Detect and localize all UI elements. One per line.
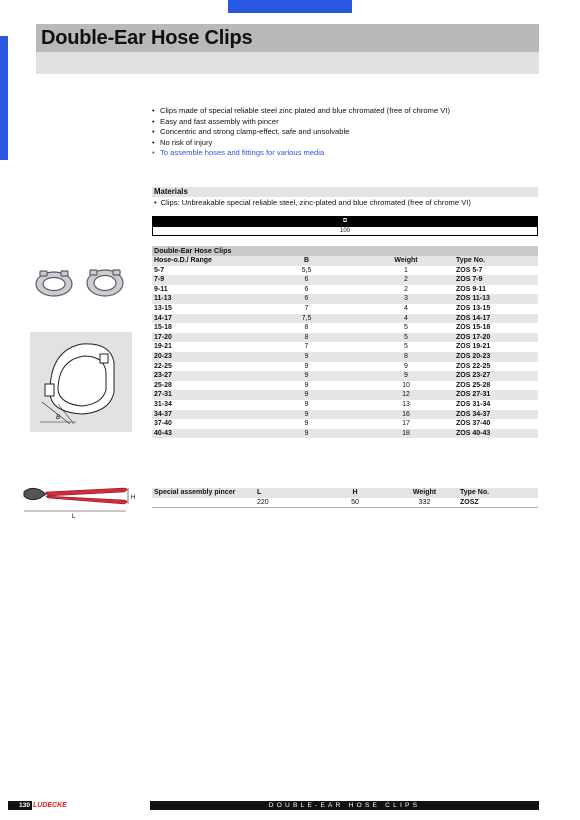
type-cell: ZOS 5-7 <box>456 266 483 274</box>
title-subbar <box>36 52 539 74</box>
feature-item: • Concentric and strong clamp-effect, safe and unsolvable <box>152 127 538 138</box>
pincer-weight-cell: 332 <box>391 498 458 508</box>
type-cell: ZOS 25-28 <box>456 381 491 389</box>
weight-cell: 9 <box>358 371 454 381</box>
hose-clips-table <box>152 246 538 438</box>
materials-line: • Clips: Unbreakable special reliable steel, zinc-plated and blue chromated (free of chrome VI) <box>152 198 538 208</box>
range-cell: 34-37 <box>152 410 255 420</box>
range-cell: 19-21 <box>154 343 172 351</box>
col-b-header: B <box>255 256 358 266</box>
weight-cell: 2 <box>404 285 408 293</box>
packaging-value: 100 <box>152 226 538 236</box>
top-accent-tab <box>228 0 352 13</box>
b-cell: 6 <box>304 285 309 293</box>
feature-list <box>152 106 538 159</box>
weight-cell: 13 <box>402 400 410 408</box>
pincer-name-cell <box>152 498 255 508</box>
table-header-row <box>152 256 538 266</box>
pincer-l-cell: 220 <box>255 498 319 508</box>
pincer-weight-header: Weight <box>391 488 458 498</box>
b-cell: 9 <box>255 352 358 362</box>
feature-item: • Easy and fast assembly with pincer <box>152 117 538 128</box>
packaging-icon: ⧉ <box>342 218 348 224</box>
footer-section-title: DOUBLE-EAR HOSE CLIPS <box>150 801 539 810</box>
type-cell: ZOS 34-37 <box>454 410 538 420</box>
weight-cell: 1 <box>404 266 408 274</box>
pincer-type-cell: ZOSZ <box>458 498 538 508</box>
table-row <box>152 275 538 285</box>
table-row <box>152 410 538 420</box>
weight-cell: 8 <box>358 352 454 362</box>
pincer-length-label: L <box>72 514 76 520</box>
table-row <box>152 352 538 362</box>
weight-cell: 9 <box>404 362 408 370</box>
table-row <box>152 342 538 352</box>
b-cell: 9 <box>255 371 358 381</box>
b-cell: 6 <box>255 275 358 285</box>
table-caption: Double-Ear Hose Clips <box>152 246 538 256</box>
weight-cell: 3 <box>358 294 454 304</box>
range-cell: 40-43 <box>152 429 255 439</box>
col-weight-header: Weight <box>358 256 454 266</box>
type-cell: ZOS 37-40 <box>456 420 491 428</box>
type-cell: ZOS 22-25 <box>456 362 491 370</box>
table-row <box>152 314 538 324</box>
weight-cell: 5 <box>404 343 408 351</box>
b-cell: 9 <box>304 420 309 428</box>
weight-cell: 2 <box>358 275 454 285</box>
col-type-header: Type No. <box>454 256 538 266</box>
table-row <box>152 304 538 314</box>
type-cell: ZOS 11-13 <box>454 294 538 304</box>
table-row <box>152 333 538 343</box>
clip-drawing-panel <box>30 332 132 432</box>
page-number: 130 <box>8 801 32 810</box>
weight-cell: 16 <box>358 410 454 420</box>
weight-cell: 12 <box>358 390 454 400</box>
range-cell: 9-11 <box>154 285 168 293</box>
table-row <box>152 362 538 372</box>
table-body <box>152 266 538 439</box>
table-row <box>152 266 538 276</box>
type-cell: ZOS 13-15 <box>456 304 491 312</box>
b-cell: 9 <box>304 362 309 370</box>
weight-cell: 10 <box>402 381 410 389</box>
feature-item: • To assemble hoses and fittings for various media <box>152 148 538 159</box>
table-row <box>152 400 538 410</box>
b-cell: 7 <box>304 343 309 351</box>
clip-dim-label: B <box>56 415 61 421</box>
b-cell: 5,5 <box>301 266 312 274</box>
b-cell: 7 <box>304 304 309 312</box>
brand-logo: LUDECKE <box>33 802 67 809</box>
table-row <box>152 371 538 381</box>
pincer-height-label: H <box>131 495 136 501</box>
type-cell: ZOS 27-31 <box>454 390 538 400</box>
type-cell: ZOS 15-18 <box>456 324 491 332</box>
b-cell: 8 <box>255 333 358 343</box>
weight-cell: 5 <box>404 324 408 332</box>
range-cell: 15-18 <box>154 324 172 332</box>
range-cell: 31-34 <box>154 400 172 408</box>
pincer-l-header: L <box>255 488 319 498</box>
pincer-h-header: H <box>319 488 391 498</box>
weight-cell: 4 <box>404 304 408 312</box>
range-cell: 25-28 <box>154 381 172 389</box>
pincer-header-row <box>152 488 538 498</box>
type-cell: ZOS 7-9 <box>454 275 538 285</box>
b-cell: 9 <box>255 390 358 400</box>
range-cell: 27-31 <box>152 390 255 400</box>
title-bar <box>36 24 539 52</box>
hose-clip-photo <box>30 258 130 306</box>
assembly-pincer-drawing <box>20 480 140 520</box>
weight-cell: 18 <box>358 429 454 439</box>
weight-cell: 5 <box>358 333 454 343</box>
side-accent-bar <box>0 36 8 160</box>
pincer-h-cell: 50 <box>319 498 391 508</box>
type-cell: ZOS 23-27 <box>454 371 538 381</box>
clip-technical-drawing <box>30 332 132 432</box>
type-cell: ZOS 19-21 <box>456 343 491 351</box>
b-cell: 9 <box>304 381 309 389</box>
b-cell: 9 <box>255 410 358 420</box>
table-row <box>152 390 538 400</box>
range-cell: 37-40 <box>154 420 172 428</box>
feature-item: • No risk of injury <box>152 138 538 149</box>
b-cell: 9 <box>304 400 309 408</box>
type-cell: ZOS 9-11 <box>456 285 486 293</box>
b-cell: 8 <box>304 324 309 332</box>
type-cell: ZOS 40-43 <box>454 429 538 439</box>
b-cell: 9 <box>255 429 358 439</box>
range-cell: 22-25 <box>154 362 172 370</box>
type-cell: ZOS 17-20 <box>454 333 538 343</box>
type-cell: ZOS 31-34 <box>456 400 491 408</box>
table-row <box>152 323 538 333</box>
range-cell: 14-17 <box>152 314 255 324</box>
type-cell: ZOS 14-17 <box>454 314 538 324</box>
table-row <box>152 419 538 429</box>
page-title: Double-Ear Hose Clips <box>41 27 253 49</box>
table-row <box>152 285 538 295</box>
type-cell: ZOS 20-23 <box>454 352 538 362</box>
range-cell: 17-20 <box>152 333 255 343</box>
b-cell: 7,5 <box>255 314 358 324</box>
table-row <box>152 429 538 439</box>
feature-item: • Clips made of special reliable steel zinc plated and blue chromated (free of chrome VI) <box>152 106 538 117</box>
range-cell: 7-9 <box>152 275 255 285</box>
pincer-type-header: Type No. <box>458 488 538 498</box>
packaging-header <box>152 216 538 226</box>
weight-cell: 4 <box>358 314 454 324</box>
range-cell: 13-15 <box>154 304 172 312</box>
pincer-name-header: Special assembly pincer <box>152 488 255 498</box>
pincer-row <box>152 498 538 508</box>
col-range-header: Hose-o.D./ Range <box>152 256 255 266</box>
range-cell: 5-7 <box>154 266 165 274</box>
weight-cell: 17 <box>402 420 410 428</box>
range-cell: 20-23 <box>152 352 255 362</box>
pincer-table <box>152 488 538 508</box>
table-row <box>152 294 538 304</box>
range-cell: 11-13 <box>152 294 255 304</box>
range-cell: 23-27 <box>152 371 255 381</box>
materials-heading: Materials <box>152 187 538 197</box>
table-row <box>152 381 538 391</box>
b-cell: 6 <box>255 294 358 304</box>
